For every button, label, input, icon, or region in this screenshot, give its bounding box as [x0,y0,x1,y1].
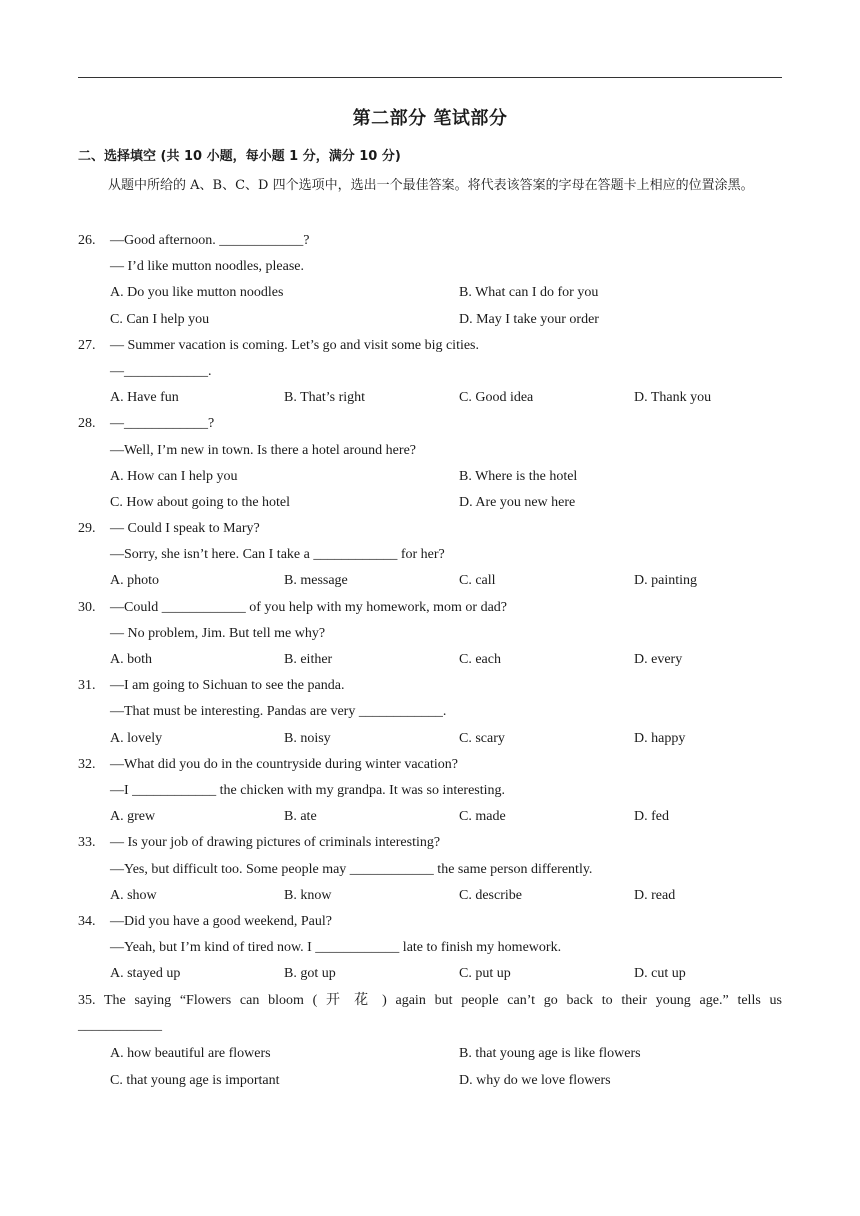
question-text: —Yes, but difficult too. Some people may ____________ the same person differently. [110,861,593,877]
question-text: — Could I speak to Mary? [110,521,260,537]
question-line [78,333,782,359]
question-line [78,935,782,961]
answer-option[interactable]: C. How about going to the hotel [110,494,291,510]
question-line [78,542,782,568]
question-text: —I am going to Sichuan to see the panda. [110,678,345,694]
options-row [78,568,782,594]
page-title: 第二部分 笔试部分 [352,108,508,129]
answer-option[interactable]: B. that young age is like flowers [459,1046,641,1062]
options-row [78,726,782,752]
answer-option[interactable]: D. read [634,887,676,903]
question-line [78,830,782,856]
answer-option[interactable]: A. both [110,652,152,667]
question-item [78,411,782,516]
answer-option[interactable]: A. show [110,887,157,903]
question-text: —Well, I’m new in town. Is there a hotel around here? [110,442,416,458]
question-line [78,228,782,254]
question-text: — No problem, Jim. But tell me why? [110,625,326,641]
answer-option[interactable]: B. What can I do for you [459,285,599,301]
answer-option[interactable]: C. Can I help you [110,311,210,327]
section-heading: 二、选择填空 (共 10 小题，每小题 1 分，满分 10 分) [78,149,401,164]
options-row [78,385,782,411]
answer-option[interactable]: A. stayed up [110,966,181,982]
question-text: —What did you do in the countryside during winter vacation? [110,756,458,772]
question-line [78,516,782,542]
question-text: — Summer vacation is coming. Let’s go and visit some big cities. [110,337,480,353]
options-row [78,464,782,490]
answer-option[interactable]: D. Are you new here [459,494,576,510]
answer-option[interactable]: B. know [284,887,332,903]
question-number: 28. [78,416,96,432]
answer-blank: ____________ [78,1018,162,1034]
options-row [78,961,782,987]
question-text: —Good afternoon. ____________? [110,233,310,248]
options-row [78,1068,782,1094]
options-row [78,647,782,673]
question-line [78,411,782,437]
answer-option[interactable]: D. fed [634,809,669,825]
question-text: —Did you have a good weekend, Paul? [110,913,332,929]
answer-option[interactable]: A. how beautiful are flowers [110,1046,271,1062]
options-row [78,804,782,830]
question-number: 33. [78,835,96,851]
answer-option[interactable]: C. that young age is important [110,1072,280,1088]
question-line [78,673,782,699]
question-number: 31. [78,678,96,694]
question-line [78,699,782,725]
question-item [78,516,782,595]
answer-option[interactable]: B. got up [284,966,336,982]
answer-option[interactable]: D. cut up [634,966,686,982]
question-line [78,621,782,647]
question-text: —____________? [110,416,215,432]
answer-option[interactable]: D. painting [634,573,697,589]
question-text: —I ____________ the chicken with my grandpa. It was so interesting. [110,782,506,798]
header-rule [78,77,782,78]
question-number: 29. [78,521,96,537]
answer-option[interactable]: A. Have fun [110,390,179,406]
question-line [78,752,782,778]
question-item [78,909,782,988]
question-number: 26. [78,233,96,248]
question-item [78,595,782,674]
answer-option[interactable]: C. Good idea [459,390,534,406]
question-line [78,778,782,804]
answer-option[interactable]: C. describe [459,887,522,903]
answer-option[interactable]: B. either [284,652,333,667]
options-row [78,490,782,516]
question-text: —Could ____________ of you help with my homework, mom or dad? [110,599,508,615]
question-number: 34. [78,913,96,929]
answer-option[interactable]: A. grew [110,809,156,825]
question-number: 30. [78,599,96,615]
question-text: — I’d like mutton noodles, please. [110,259,305,275]
question-line [78,438,782,464]
answer-option[interactable]: D. why do we love flowers [459,1072,611,1088]
answer-option[interactable]: B. ate [284,809,317,825]
answer-option[interactable]: B. That’s right [284,390,366,406]
question-number: 32. [78,756,96,772]
question-item [78,752,782,831]
answer-option[interactable]: A. photo [110,573,159,589]
answer-option[interactable]: C. made [459,809,506,825]
question-list [78,228,782,1094]
answer-option[interactable]: C. scary [459,730,505,746]
question-text: 35. The saying “Flowers can bloom ( 开 花 ) again but people can’t go back to their young age.” tells us [78,993,782,1009]
answer-option[interactable]: A. lovely [110,730,163,746]
answer-option[interactable]: B. noisy [284,730,331,746]
question-item [78,333,782,412]
question-line [78,909,782,935]
question-text: —Yeah, but I’m kind of tired now. I ____________ late to finish my homework. [110,940,562,956]
answer-option[interactable]: D. happy [634,730,686,746]
question-line [78,595,782,621]
answer-option[interactable]: A. Do you like mutton noodles [110,285,284,301]
answer-option[interactable]: B. Where is the hotel [459,468,578,484]
answer-option[interactable]: C. put up [459,966,511,982]
answer-option[interactable]: C. call [459,573,496,589]
question-item [78,228,782,333]
answer-option[interactable]: A. How can I help you [110,468,238,484]
options-row [78,883,782,909]
answer-option[interactable]: B. message [284,573,348,589]
question-number: 27. [78,337,96,353]
options-row [78,280,782,306]
answer-option[interactable]: D. Thank you [634,390,712,406]
question-text: —____________. [110,363,212,379]
question-item [78,987,782,1093]
question-line [78,857,782,883]
answer-option[interactable]: D. May I take your order [459,311,599,327]
question-item [78,673,782,752]
answer-option[interactable]: C. each [459,652,501,667]
options-row [78,307,782,333]
answer-option[interactable]: D. every [634,652,683,667]
question-line [78,359,782,385]
question-text: —Sorry, she isn’t here. Can I take a ____________ for her? [110,547,445,563]
options-row [78,1041,782,1067]
question-text: — Is your job of drawing pictures of criminals interesting? [110,835,441,851]
question-line [78,254,782,280]
question-item [78,830,782,909]
question-text: —That must be interesting. Pandas are very ____________. [110,704,447,720]
section-instructions: 从题中所给的 A、B、C、D 四个选项中，选出一个最佳答案。将代表该答案的字母在答题卡上相应的位置涂黑。 [108,178,754,193]
